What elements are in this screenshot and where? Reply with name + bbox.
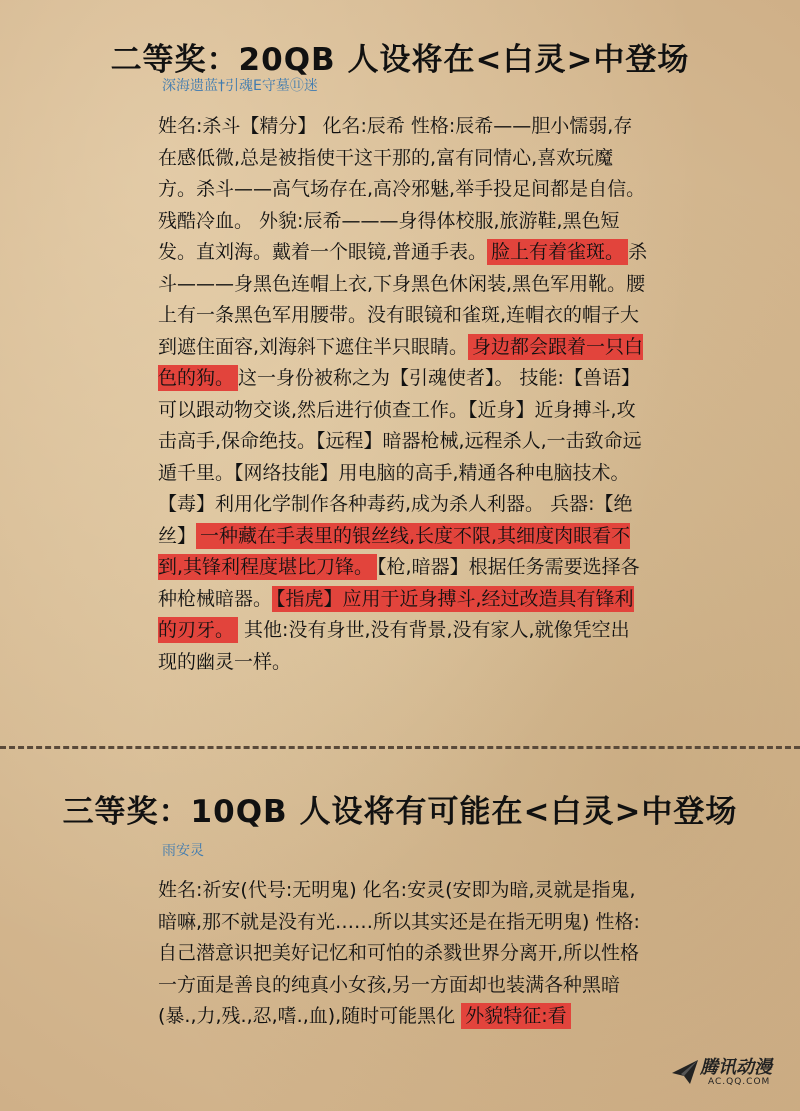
section2-title: 三等奖：10QB 人设将有可能在<白灵>中登场 [62, 794, 738, 830]
section1-author[interactable]: 深海遗蓝†引魂E守墓⑪迷 [162, 78, 318, 94]
dashed-divider [0, 746, 800, 749]
body-text-segment: 其他:没有身世,没有背景,没有家人,就像凭空出现的幽灵一样。 [158, 619, 630, 673]
highlighted-text: 【指虎】应用于近身搏斗,经过改造具有锋利的刃牙。 [158, 587, 634, 641]
watermark-domain: AC.QQ.COM [708, 1077, 771, 1087]
section2-body [158, 875, 648, 1033]
highlighted-text: 外貌特征:看 [461, 1003, 570, 1029]
highlighted-text: 脸上有着雀斑。 [487, 239, 628, 265]
body-text-segment: 杀斗———身黑色连帽上衣,下身黑色休闲装,黑色军用靴。腰上有一条黑色军用腰带。没有眼镜和雀斑,连帽衣的帽子大到遮住面容,刘海斜下遮住半只眼睛。 [158, 241, 648, 358]
section1-title: 二等奖：20QB 人设将在<白灵>中登场 [110, 42, 690, 78]
paper-plane-icon [670, 1057, 700, 1087]
watermark-brand: 腾讯动漫 [700, 1057, 772, 1078]
highlighted-text: 一种藏在手表里的银丝线,长度不限,其细度肉眼看不到,其锋利程度堪比刀锋。 [158, 524, 631, 578]
tencent-comic-watermark [670, 1053, 788, 1097]
section1-body [158, 111, 648, 678]
body-text-segment: 这一身份被称之为【引魂使者】。 技能:【兽语】可以跟动物交谈,然后进行侦查工作。【近身】近身搏斗,攻击高手,保命绝技。【远程】暗器枪械,远程杀人,一击致命远遁千里。【网络技能】用电脑的高手,精通各种电脑技术。【毒】利用化学制作各种毒药,成为杀人利器。 兵器:【绝丝】 [158, 367, 642, 547]
highlighted-text: 身边都会跟着一只白色的狗。 [158, 335, 644, 389]
body-text-segment: 姓名:杀斗【精分】 化名:辰希 性格:辰希——胆小懦弱,存在感低微,总是被指使干这干那的,富有同情心,喜欢玩魔方。杀斗——高气场存在,高冷邪魅,举手投足间都是自信。残酷冷血。 外貌:辰希———身得体校服,旅游鞋,黑色短发。直刘海。戴着一个眼镜,普通手表。 [158, 115, 646, 263]
section2-author[interactable]: 雨安灵 [162, 843, 204, 859]
body-text-segment: 【枪,暗器】根据任务需要选择各种枪械暗器。 [158, 556, 640, 610]
body-text-segment: 姓名:祈安(代号:无明鬼) 化名:安灵(安即为暗,灵就是指鬼,暗嘛,那不就是没有光……所以其实还是在指无明鬼) 性格:自己潜意识把美好记忆和可怕的杀戮世界分离开,所以性格一方面是善良的纯真小女孩,另一方面却也装满各种黑暗(暴.,力,残.,忍,嗜.,血),随时可能黑化 [158, 879, 640, 1027]
